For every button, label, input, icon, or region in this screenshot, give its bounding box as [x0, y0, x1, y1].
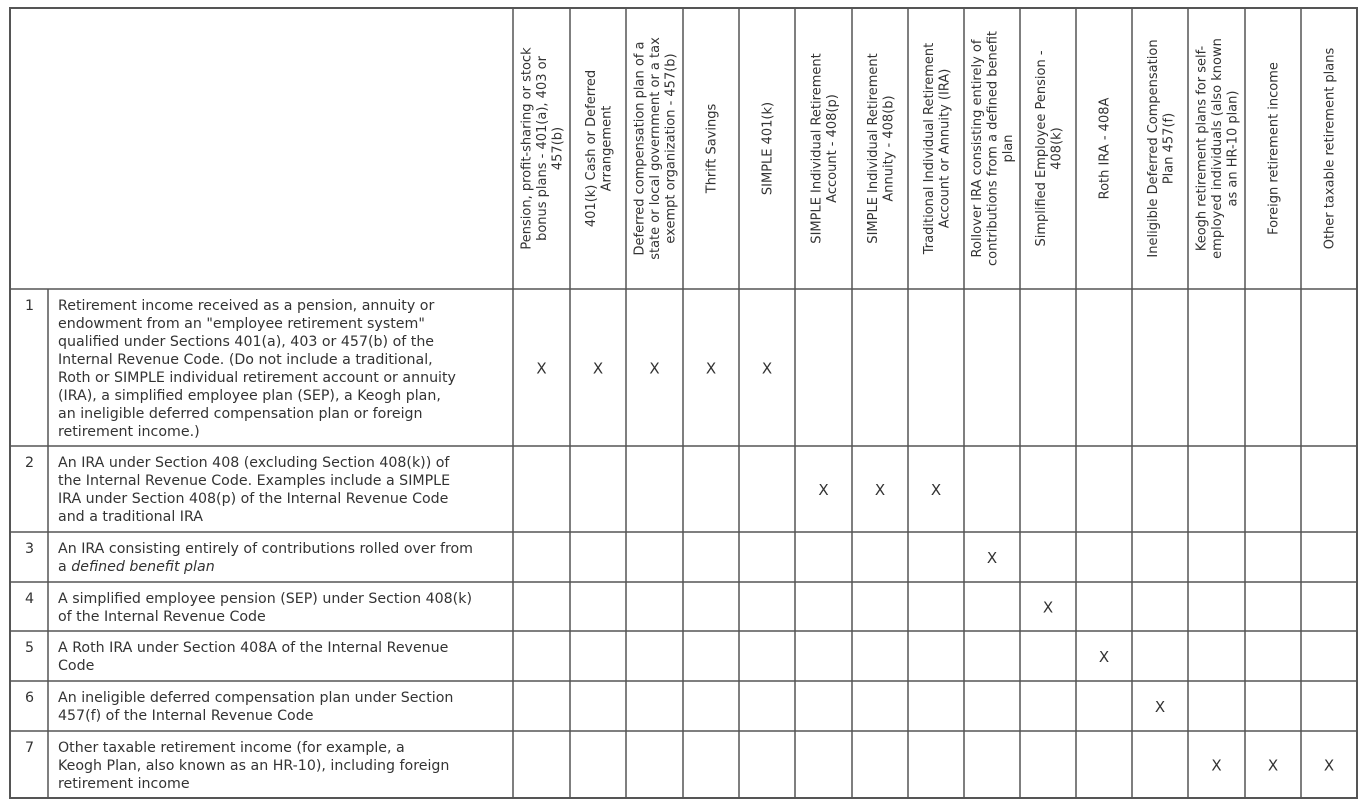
column-header — [584, 70, 615, 227]
column-header — [705, 104, 720, 195]
row-description-line: Keogh Plan, also known as an HR-10), including foreign — [58, 758, 450, 774]
row-number: 4 — [25, 591, 35, 607]
column-header-line: state or local government or a tax — [648, 37, 664, 260]
row-description-line: of the Internal Revenue Code — [58, 609, 266, 625]
row-number: 3 — [25, 541, 35, 557]
column-header-label — [1323, 47, 1338, 249]
column-header-line: Thrift Savings — [704, 103, 720, 194]
column-header-line: Arrangement — [599, 105, 615, 192]
column-header-line: Plan 457(f) — [1161, 112, 1177, 185]
column-header-line: Ineligible Deferred Compensation — [1145, 39, 1161, 258]
table-row — [25, 640, 1109, 674]
column-header-line: Rollover IRA consisting entirely of — [970, 39, 986, 258]
check-mark: X — [874, 481, 886, 499]
check-mark: X — [1098, 648, 1110, 666]
table-row — [25, 455, 941, 525]
row-description — [58, 740, 449, 792]
row-number: 5 — [25, 640, 35, 656]
column-header-label — [1267, 62, 1282, 235]
column-header-label — [809, 53, 840, 243]
column-header-line: as an HR-10 plan) — [1225, 90, 1241, 207]
table-row — [25, 690, 1165, 724]
column-header-line: Deferred compensation plan of a — [632, 41, 648, 256]
table-row — [25, 591, 1053, 625]
column-header-line: plan — [1001, 134, 1017, 163]
column-header-line: 457(b) — [550, 126, 566, 171]
table-row — [25, 740, 1334, 792]
column-header-line: 401(k) Cash or Deferred — [583, 69, 599, 228]
row-description-line: retirement income — [58, 776, 190, 792]
column-header-line: SIMPLE Individual Retirement — [809, 53, 825, 244]
column-header-line: exempt organization - 457(b) — [663, 53, 679, 244]
column-header — [761, 102, 776, 195]
row-description — [58, 640, 448, 674]
column-header-label — [584, 70, 615, 227]
check-mark: X — [818, 481, 829, 499]
row-description — [58, 690, 453, 724]
column-header-label — [633, 37, 679, 260]
row-description-line: endowment from an "employee retirement system" — [58, 316, 425, 332]
row-number: 7 — [25, 740, 35, 756]
column-header-label — [520, 47, 566, 250]
row-description-line: the Internal Revenue Code. Examples include a SIMPLE — [58, 473, 451, 489]
column-header-line: Account or Annuity (IRA) — [937, 68, 953, 229]
column-header — [633, 37, 679, 260]
column-header-label — [922, 43, 953, 255]
column-header — [1098, 98, 1113, 200]
column-header — [1267, 62, 1282, 235]
row-description-line: retirement income.) — [58, 424, 200, 440]
column-header-label — [761, 102, 776, 195]
check-mark: X — [1267, 756, 1279, 775]
check-mark: X — [536, 359, 547, 378]
column-header-label — [705, 104, 720, 195]
check-mark: X — [761, 359, 773, 378]
check-mark: X — [1211, 756, 1222, 775]
row-description — [58, 455, 450, 525]
row-description-line: A Roth IRA under Section 408A of the Internal Revenue — [58, 640, 449, 656]
column-header — [520, 47, 566, 250]
column-header-line: contributions from a defined benefit — [985, 30, 1001, 267]
row-description-line: An IRA consisting entirely of contributions rolled over from — [58, 541, 473, 557]
row-description-line: Code — [58, 658, 95, 674]
column-header-line: SIMPLE 401(k) — [760, 101, 776, 196]
row-description-line: an ineligible deferred compensation plan or foreign — [58, 406, 423, 422]
row-number: 2 — [25, 455, 35, 471]
row-description-line: IRA under Section 408(p) of the Internal Revenue Code — [58, 491, 449, 507]
row-description-line: and a traditional IRA — [58, 509, 203, 525]
row-description-line: (IRA), a simplified employee plan (SEP), a Keogh plan, — [58, 388, 441, 404]
row-description — [58, 298, 456, 440]
row-number: 6 — [25, 690, 35, 706]
column-header-line: Annuity - 408(b) — [881, 95, 897, 202]
check-mark: X — [1042, 598, 1054, 617]
column-header-label — [1098, 98, 1113, 200]
table-row — [25, 298, 772, 440]
row-description-line: Other taxable retirement income (for example, a — [58, 740, 405, 756]
column-header-label — [970, 31, 1016, 266]
check-mark: X — [1154, 698, 1166, 716]
row-description-emphasis: defined benefit plan — [71, 559, 215, 575]
check-mark: X — [930, 481, 942, 499]
column-header-line: 408(k) — [1049, 127, 1065, 170]
column-header-line: bonus plans - 401(a), 403 or — [535, 56, 551, 241]
row-description-line: An IRA under Section 408 (excluding Section 408(k)) of — [58, 455, 450, 471]
column-header-line: Account - 408(p) — [824, 94, 840, 203]
column-header-label — [1034, 50, 1065, 246]
column-header-label — [1146, 39, 1177, 257]
check-mark: X — [649, 359, 660, 378]
column-header-line: employed individuals (also known — [1210, 38, 1226, 259]
column-header — [1195, 38, 1241, 259]
column-header — [1034, 50, 1065, 246]
column-header — [922, 43, 953, 255]
row-description-line: Internal Revenue Code. (Do not include a traditional, — [58, 352, 433, 368]
column-header — [1146, 39, 1177, 257]
row-description-line: 457(f) of the Internal Revenue Code — [58, 708, 314, 724]
row-description — [58, 541, 473, 575]
column-header-line: Foreign retirement income — [1266, 62, 1282, 235]
column-header-line: Traditional Individual Retirement — [921, 42, 937, 255]
check-mark: X — [1323, 756, 1335, 775]
column-header-line: Other taxable retirement plans — [1322, 47, 1338, 250]
column-header-line: Pension, profit-sharing or stock — [519, 47, 535, 250]
column-header — [1323, 47, 1338, 249]
column-header-label — [866, 53, 897, 243]
column-header-line: Roth IRA - 408A — [1097, 97, 1113, 200]
column-header — [866, 53, 897, 243]
column-header — [809, 53, 840, 243]
row-description-line: Retirement income received as a pension, annuity or — [58, 298, 435, 314]
row-description-line: A simplified employee pension (SEP) under Section 408(k) — [58, 591, 472, 607]
row-description — [58, 591, 472, 625]
column-header-label — [1195, 38, 1241, 259]
check-mark: X — [592, 359, 604, 378]
column-header — [970, 31, 1016, 266]
column-header-line: Keogh retirement plans for self- — [1194, 45, 1210, 252]
row-description-line: a — [58, 559, 72, 575]
row-description-line: An ineligible deferred compensation plan under Section — [58, 690, 454, 706]
check-mark: X — [986, 549, 998, 567]
row-description-line: Roth or SIMPLE individual retirement account or annuity — [58, 370, 456, 386]
column-header-line: SIMPLE Individual Retirement — [865, 53, 881, 244]
column-header-line: Simplified Employee Pension - — [1033, 50, 1049, 247]
row-description-line: qualified under Sections 401(a), 403 or 457(b) of the — [58, 334, 435, 350]
row-number: 1 — [25, 298, 35, 314]
check-mark: X — [705, 359, 717, 378]
